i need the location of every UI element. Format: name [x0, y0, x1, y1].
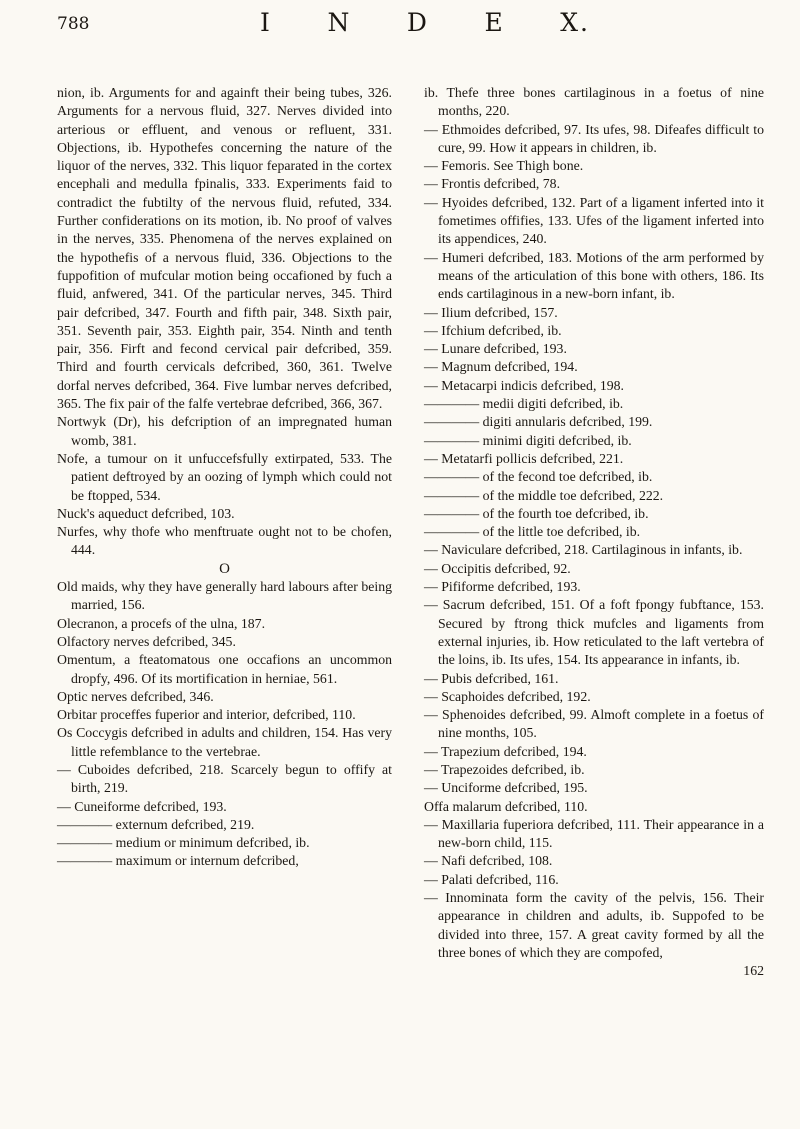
index-entry: ———— of the fourth toe defcribed, ib.	[424, 505, 649, 521]
index-entry: Offa malarum defcribed, 110.	[424, 798, 588, 814]
section-letter: O	[219, 560, 230, 577]
index-entry: Orbitar proceffes fuperior and interior, defcribed, 110.	[57, 707, 356, 723]
index-entry: ib. Thefe three bones cartilaginous in a foetus of nine months, 220.	[424, 85, 764, 119]
index-entry: Nuck's aqueduct defcribed, 103.	[57, 505, 235, 521]
index-entry: ———— minimi digiti defcribed, ib.	[424, 432, 632, 448]
index-entry: — Trapezium defcribed, 194.	[424, 743, 587, 759]
index-entry: Olecranon, a procefs of the ulna, 187.	[57, 615, 266, 631]
page-number: 788	[57, 14, 90, 34]
index-entry: Optic nerves defcribed, 346.	[57, 688, 214, 704]
index-entry: ———— of the little toe defcribed, ib.	[424, 524, 641, 540]
index-entry: — Unciforme defcribed, 195.	[424, 780, 588, 796]
index-entry: — Frontis defcribed, 78.	[424, 176, 561, 192]
index-entry: ———— medium or minimum defcribed, ib.	[57, 835, 310, 851]
index-entry: — Sphenoides defcribed, 99. Almoft complete in a foetus of nine months, 105.	[424, 707, 764, 741]
index-entry: — Palati defcribed, 116.	[424, 871, 559, 887]
index-entry: — Naviculare defcribed, 218. Cartilaginous in infants, ib.	[424, 542, 743, 558]
index-entry: — Humeri defcribed, 183. Motions of the arm performed by means of the articulation of this bone with others, 186. Its ends cartilaginous in a new-born infant, ib.	[424, 249, 764, 302]
index-entry: — Metatarfi pollicis defcribed, 221.	[424, 450, 624, 466]
right-column	[424, 84, 764, 981]
index-entry: — Maxillaria fuperiora defcribed, 111. Their appearance in a new-born child, 115.	[424, 816, 764, 851]
index-entry: Os Coccygis defcribed in adults and children, 154. Has very little refemblance to the vertebrae.	[57, 725, 392, 759]
index-entry: ———— externum defcribed, 219.	[57, 816, 255, 832]
index-entry: — Ilium defcribed, 157.	[424, 304, 558, 320]
index-entry: — Ethmoides defcribed, 97. Its ufes, 98. Difeafes difficult to cure, 99. How it appears in children, ib.	[424, 121, 764, 155]
index-entry: — Trapezoides defcribed, ib.	[424, 761, 585, 777]
title-letter: E	[484, 8, 505, 37]
index-entry: Nofe, a tumour on it unfuccefsfully extirpated, 533. The patient deftroyed by an oozing of lymph which could not be ftopped, 534.	[57, 450, 392, 503]
index-entry: ———— maximum or internum defcribed,	[57, 853, 299, 869]
running-title	[260, 8, 590, 37]
title-letter: D	[406, 8, 429, 37]
continued-entry: nion, ib. Arguments for and againft their being tubes, 326. Arguments for a nervous fluid, 327. Nerves divided into arterious or effluent, and venous or refluent, 331. Objections, ib. Hypothefes concerning the nature of the liquor of the nerves, 332. This liquor feparated in the cortex encephali and medulla fpinalis, 333. Experiments faid to contradict the fubtilty of the nervous fluid, refuted, 334. Further confiderations on its motion, ib. No proof of valves in the nerves, 335. Phenomena of the nerves explained on the hypothefis of a nervous fluid, 336. Objections to the fuppofition of mufcular motion being occafioned by fuch a fluid, anfwered, 341. Of the particular nerves, 345. Third pair defcribed, 347. Fourth and fifth pair, 348. Sixth pair, 351. Seventh pair, 353. Eighth pair, 354. Ninth and tenth pair, 356. Firft and fecond cervical pair defcribed, 359. Third and fourth cervicals defcribed, 360, 361. Twelve dorfal nerves defcribed, 364. Five lumbar nerves defcribed, 365. The fix pair of the falfe vertebrae defcribed, 366, 367.	[57, 85, 392, 412]
title-letter: N	[327, 8, 352, 37]
index-entry: ———— digiti annularis defcribed, 199.	[424, 414, 653, 430]
index-entry: — Pififorme defcribed, 193.	[424, 579, 581, 595]
index-entry: Omentum, a fteatomatous one occafions an uncommon dropfy, 496. Of its mortification in herniae, 561.	[57, 652, 392, 686]
index-entry: — Metacarpi indicis defcribed, 198.	[424, 377, 624, 393]
index-entry: — Pubis defcribed, 161.	[424, 670, 559, 686]
index-entry: ———— of the fecond toe defcribed, ib.	[424, 469, 653, 485]
index-entry: — Sacrum defcribed, 151. Of a foft fpongy fubftance, 153. Secured by ftrong thick mufcles and ligaments from external injuries, ib. How reticulated to the laft vertebra of the loins, ib. Its ufes, 154. Its appearance in infants, ib.	[424, 597, 764, 668]
index-entry: — Ifchium defcribed, ib.	[424, 322, 562, 338]
left-column	[57, 84, 392, 871]
index-entry: Old maids, why they have generally hard labours after being married, 156.	[57, 579, 392, 613]
title-letter: I	[260, 8, 272, 37]
index-entry: ———— of the middle toe defcribed, 222.	[424, 487, 664, 503]
index-entry: — Innominata form the cavity of the pelvis, 156. Their appearance in children and adults, ib. Suppofed to be divided into three, 157. A great cavity formed by all the three bones of which they are compofed,	[424, 890, 764, 960]
index-entry: — Hyoides defcribed, 132. Part of a ligament inferted into it fometimes offifies, 133. Ufes of the ligament inferted into its appendices, 240.	[424, 194, 764, 247]
index-entry: Olfactory nerves defcribed, 345.	[57, 633, 236, 649]
index-entry: Nurfes, why thofe who menftruate ought not to be chofen, 444.	[57, 524, 392, 558]
index-entry: — Occipitis defcribed, 92.	[424, 560, 571, 576]
index-entry: — Scaphoides defcribed, 192.	[424, 688, 591, 704]
index-entry: — Cuneiforme defcribed, 193.	[57, 798, 227, 814]
index-entry: — Lunare defcribed, 193.	[424, 341, 567, 357]
index-entry: — Magnum defcribed, 194.	[424, 359, 578, 375]
title-letter: X.	[560, 8, 590, 37]
catchword: 162	[743, 963, 764, 979]
index-entry: — Nafi defcribed, 108.	[424, 853, 553, 869]
index-entry: ———— medii digiti defcribed, ib.	[424, 396, 624, 412]
index-entry: Nortwyk (Dr), his defcription of an impregnated human womb, 381.	[57, 414, 392, 448]
index-entry: — Cuboides defcribed, 218. Scarcely begun to offify at birth, 219.	[57, 761, 392, 796]
index-entry: — Femoris. See Thigh bone.	[424, 158, 584, 174]
